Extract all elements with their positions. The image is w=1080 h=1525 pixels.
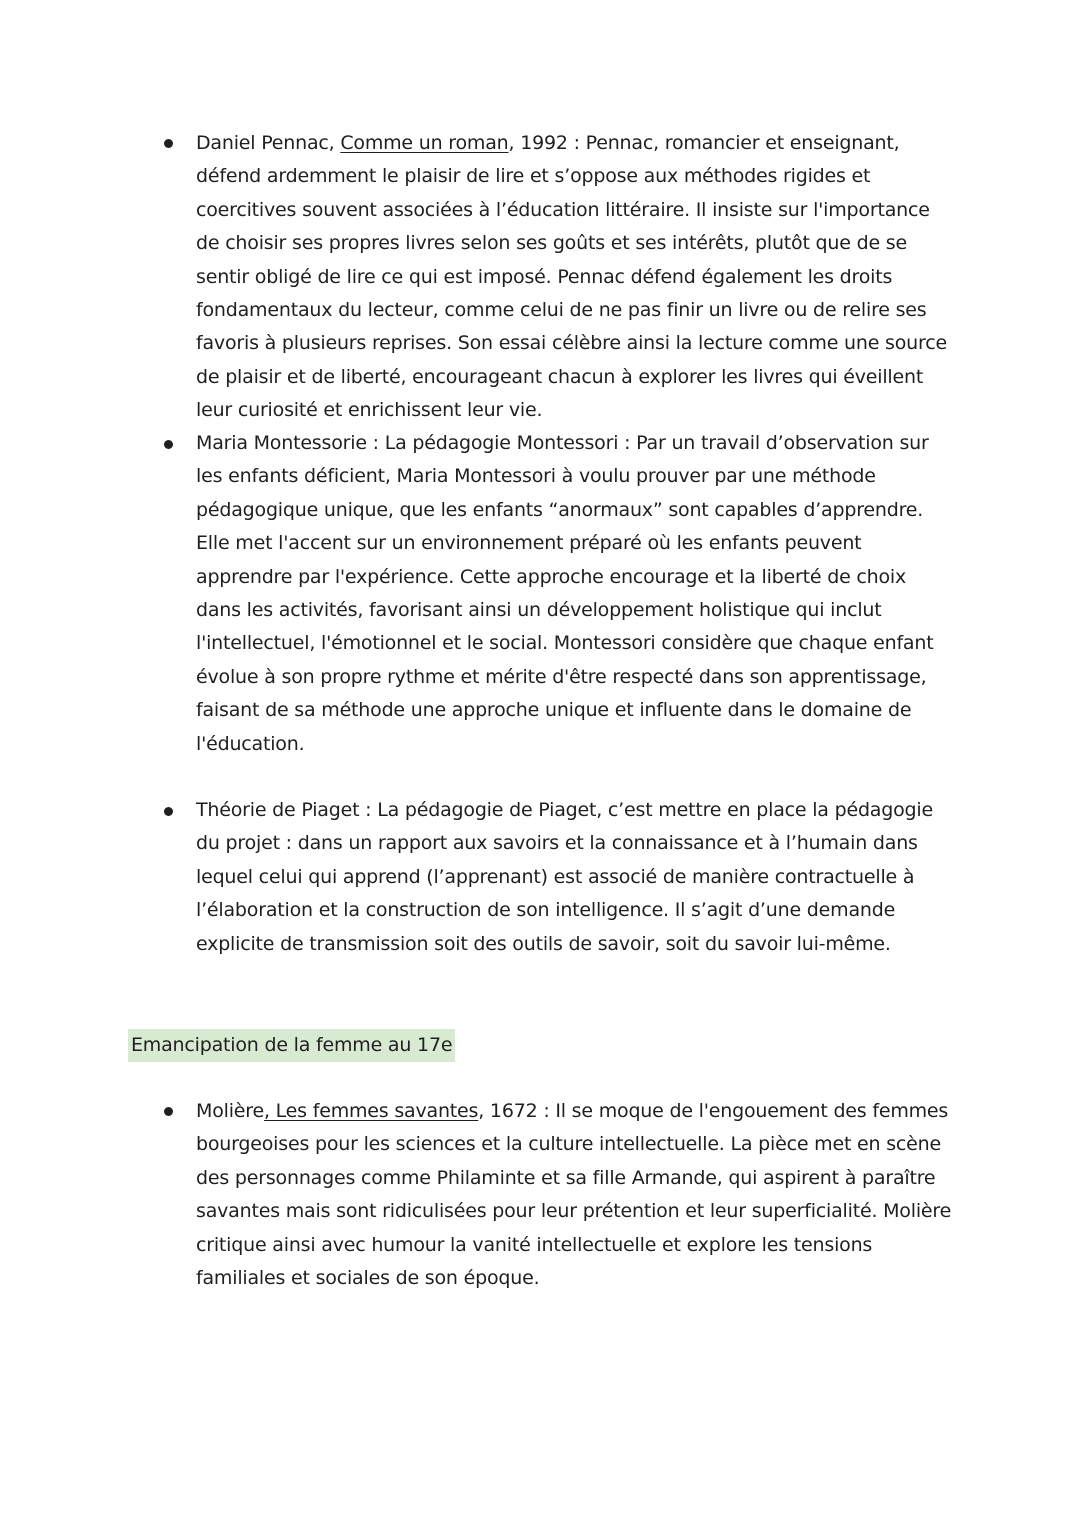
item-description: , 1672 : Il se moque de l'engouement des femmes bourgeoises pour les sciences et la culture intellectuelle. La pièce met en scène des personnages comme Philaminte et sa fille Armande, qui aspirent à paraître savantes mais sont ridiculisées pour leur prétention et leur superficialité. Molière critique ainsi avec humour la vanité intellectuelle et explore les tensions familiales et sociales de son époque. — [196, 1100, 952, 1290]
bullet-icon — [164, 1107, 173, 1116]
list-item-moliere — [196, 1095, 956, 1295]
list-item-pennac — [196, 127, 956, 428]
section-heading: Emancipation de la femme au 17e — [128, 1029, 455, 1062]
item-text: Maria Montessorie : La pédagogie Montessori : Par un travail d’observation sur les enfants déficient, Maria Montessori à voulu prouver par une méthode pédagogique unique, que les enfants “anormaux” sont capables d’apprendre. Elle met l'accent sur un environnement préparé où les enfants peuvent apprendre par l'expérience. Cette approche encourage et la liberté de choix dans les activités, favorisant ainsi un développement holistique qui inclut l'intellectuel, l'émotionnel et le social. Montessori considère que chaque enfant évolue à son propre rythme et mérite d'être respecté dans son apprentissage, faisant de sa méthode une approche unique et influente dans le domaine de l'éducation. — [196, 432, 934, 755]
item-book-title: Comme un roman — [340, 132, 509, 154]
list-item-montessori — [196, 427, 956, 761]
item-book-title: , Les femmes savantes — [263, 1100, 479, 1122]
item-author: Molière — [196, 1100, 264, 1122]
item-description: , 1992 : Pennac, romancier et enseignant, défend ardemment le plaisir de lire et s’oppose aux méthodes rigides et coercitives souvent associées à l’éducation littéraire. Il insiste sur l'importance de choisir ses propres livres selon ses goûts et ses intérêts, plutôt que de se sentir obligé de lire ce qui est imposé. Pennac défend également les droits fondamentaux du lecteur, comme celui de ne pas finir un livre ou de relire ses favoris à plusieurs reprises. Son essai célèbre ainsi la lecture comme une source de plaisir et de liberté, encourageant chacun à explorer les livres qui éveillent leur curiosité et enrichissent leur vie. — [196, 132, 947, 422]
bullet-icon — [164, 139, 173, 148]
list-item-piaget — [196, 794, 956, 961]
bullet-icon — [164, 807, 173, 816]
item-author: Daniel Pennac, — [196, 132, 341, 154]
bullet-icon — [164, 440, 173, 449]
item-text: Théorie de Piaget : La pédagogie de Piaget, c’est mettre en place la pédagogie du projet : dans un rapport aux savoirs et la connaissance et à l’humain dans lequel celui qui apprend (l’apprenant) est associé de manière contractuelle à l’élaboration et la construction de son intelligence. Il s’agit d’une demande explicite de transmission soit des outils de savoir, soit du savoir lui-même. — [196, 799, 933, 955]
